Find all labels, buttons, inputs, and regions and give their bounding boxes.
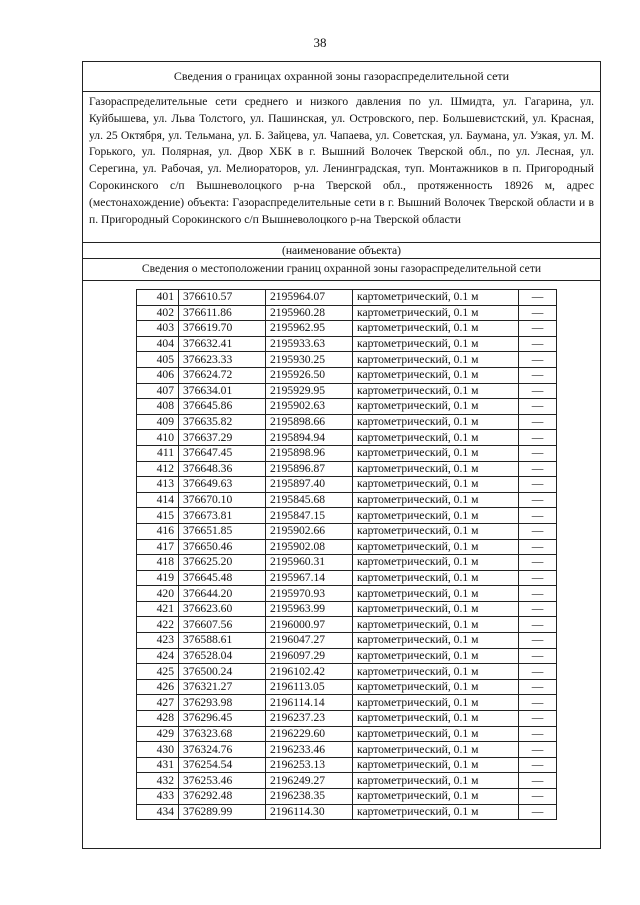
x-coordinate-cell: 376645.48 [179,570,266,586]
table-row [137,570,557,586]
method-cell: картометрический, 0.1 м [353,570,519,586]
note-cell: — [519,695,557,711]
y-coordinate-cell: 2195960.28 [266,305,353,321]
point-number-cell: 406 [137,367,179,383]
y-coordinate-cell: 2195960.31 [266,555,353,571]
y-coordinate-cell: 2195926.50 [266,367,353,383]
note-cell: — [519,336,557,352]
method-cell: картометрический, 0.1 м [353,555,519,571]
x-coordinate-cell: 376528.04 [179,648,266,664]
point-number-cell: 432 [137,773,179,789]
x-coordinate-cell: 376292.48 [179,789,266,805]
y-coordinate-cell: 2195929.95 [266,383,353,399]
x-coordinate-cell: 376644.20 [179,586,266,602]
method-cell: картометрический, 0.1 м [353,352,519,368]
note-cell: — [519,726,557,742]
method-cell: картометрический, 0.1 м [353,305,519,321]
method-cell: картометрический, 0.1 м [353,508,519,524]
x-coordinate-cell: 376321.27 [179,679,266,695]
x-coordinate-cell: 376632.41 [179,336,266,352]
point-number-cell: 420 [137,586,179,602]
object-description: Газораспределительные сети среднего и низкого давления по ул. Шмидта, ул. Гагарина, ул. Куйбышева, ул. Льва Толстого, ул. Пашинская, ул. Островского, пер. Большевистский, ул. Красная, ул. 25 Октября, ул. Тельмана, ул. Б. Зайцева, ул. Чапаева, ул. Советская, ул. Баумана, ул. Узкая, ул. М. Горького, ул. Полярная, ул. Двор ХБК в г. Вышний Волочек Тверской обл., по ул. Лесная, ул. Серегина, ул. Рабочая, ул. Мелиораторов, ул. Ленинградская, туп. Монтажников в п. Пригородный Сорокинского с/п Вышневолоцкого р-на Тверской обл., протяженность 18926 м, адрес (местонахождение) объекта: Газораспределительные сети в г. Вышний Волочек Тверской области и в п. Пригородный Сорокинского с/п Вышневолоцкого р-на Тверской области [89,95,594,226]
y-coordinate-cell: 2195962.95 [266,321,353,337]
point-number-cell: 426 [137,679,179,695]
point-number-cell: 412 [137,461,179,477]
x-coordinate-cell: 376624.72 [179,367,266,383]
method-cell: картометрический, 0.1 м [353,711,519,727]
point-number-cell: 415 [137,508,179,524]
x-coordinate-cell: 376650.46 [179,539,266,555]
point-number-cell: 421 [137,601,179,617]
note-cell: — [519,555,557,571]
point-number-cell: 422 [137,617,179,633]
y-coordinate-cell: 2195902.08 [266,539,353,555]
note-cell: — [519,352,557,368]
method-cell: картометрический, 0.1 м [353,773,519,789]
table-row [137,477,557,493]
y-coordinate-cell: 2195963.99 [266,601,353,617]
table-row [137,367,557,383]
y-coordinate-cell: 2196047.27 [266,633,353,649]
x-coordinate-cell: 376635.82 [179,414,266,430]
y-coordinate-cell: 2195845.68 [266,492,353,508]
note-cell: — [519,679,557,695]
table-row [137,757,557,773]
point-number-cell: 427 [137,695,179,711]
point-number-cell: 408 [137,399,179,415]
x-coordinate-cell: 376324.76 [179,742,266,758]
note-cell: — [519,290,557,306]
table-row [137,555,557,571]
method-cell: картометрический, 0.1 м [353,586,519,602]
x-coordinate-cell: 376619.70 [179,321,266,337]
y-coordinate-cell: 2195902.66 [266,523,353,539]
x-coordinate-cell: 376645.86 [179,399,266,415]
method-cell: картометрический, 0.1 м [353,367,519,383]
point-number-cell: 429 [137,726,179,742]
boundary-info-frame [82,61,601,849]
note-cell: — [519,445,557,461]
x-coordinate-cell: 376293.98 [179,695,266,711]
table-row [137,383,557,399]
y-coordinate-cell: 2196113.05 [266,679,353,695]
method-cell: картометрический, 0.1 м [353,804,519,820]
x-coordinate-cell: 376611.86 [179,305,266,321]
method-cell: картометрический, 0.1 м [353,383,519,399]
y-coordinate-cell: 2195964.07 [266,290,353,306]
method-cell: картометрический, 0.1 м [353,336,519,352]
x-coordinate-cell: 376610.57 [179,290,266,306]
point-number-cell: 404 [137,336,179,352]
method-cell: картометрический, 0.1 м [353,523,519,539]
y-coordinate-cell: 2195898.96 [266,445,353,461]
note-cell: — [519,804,557,820]
y-coordinate-cell: 2196233.46 [266,742,353,758]
point-number-cell: 423 [137,633,179,649]
table-row [137,461,557,477]
note-cell: — [519,742,557,758]
point-number-cell: 405 [137,352,179,368]
note-cell: — [519,539,557,555]
y-coordinate-cell: 2196097.29 [266,648,353,664]
table-row [137,539,557,555]
method-cell: картометрический, 0.1 м [353,633,519,649]
note-cell: — [519,305,557,321]
x-coordinate-cell: 376673.81 [179,508,266,524]
point-number-cell: 433 [137,789,179,805]
table-row [137,305,557,321]
y-coordinate-cell: 2196249.27 [266,773,353,789]
y-coordinate-cell: 2195894.94 [266,430,353,446]
point-number-cell: 431 [137,757,179,773]
x-coordinate-cell: 376648.36 [179,461,266,477]
point-number-cell: 416 [137,523,179,539]
point-number-cell: 409 [137,414,179,430]
y-coordinate-cell: 2196238.35 [266,789,353,805]
note-cell: — [519,633,557,649]
point-number-cell: 402 [137,305,179,321]
section-title: Сведения о границах охранной зоны газораспределительной сети [83,62,600,92]
note-cell: — [519,321,557,337]
point-number-cell: 403 [137,321,179,337]
coordinates-table [136,289,557,820]
x-coordinate-cell: 376623.33 [179,352,266,368]
note-cell: — [519,492,557,508]
method-cell: картометрический, 0.1 м [353,461,519,477]
table-row [137,508,557,524]
table-row [137,290,557,306]
table-row [137,445,557,461]
x-coordinate-cell: 376296.45 [179,711,266,727]
table-row [137,742,557,758]
point-number-cell: 424 [137,648,179,664]
method-cell: картометрический, 0.1 м [353,617,519,633]
table-row [137,679,557,695]
method-cell: картометрический, 0.1 м [353,664,519,680]
table-row [137,601,557,617]
note-cell: — [519,399,557,415]
y-coordinate-cell: 2195902.63 [266,399,353,415]
x-coordinate-cell: 376625.20 [179,555,266,571]
table-row [137,586,557,602]
point-number-cell: 430 [137,742,179,758]
table-row [137,321,557,337]
note-cell: — [519,711,557,727]
note-cell: — [519,586,557,602]
x-coordinate-cell: 376649.63 [179,477,266,493]
table-row [137,492,557,508]
x-coordinate-cell: 376607.56 [179,617,266,633]
table-row [137,336,557,352]
method-cell: картометрический, 0.1 м [353,477,519,493]
note-cell: — [519,523,557,539]
point-number-cell: 401 [137,290,179,306]
note-cell: — [519,789,557,805]
method-cell: картометрический, 0.1 м [353,414,519,430]
y-coordinate-cell: 2196114.14 [266,695,353,711]
y-coordinate-cell: 2196229.60 [266,726,353,742]
x-coordinate-cell: 376651.85 [179,523,266,539]
point-number-cell: 418 [137,555,179,571]
x-coordinate-cell: 376634.01 [179,383,266,399]
method-cell: картометрический, 0.1 м [353,679,519,695]
note-cell: — [519,383,557,399]
note-cell: — [519,664,557,680]
point-number-cell: 410 [137,430,179,446]
method-cell: картометрический, 0.1 м [353,742,519,758]
note-cell: — [519,601,557,617]
note-cell: — [519,773,557,789]
table-row [137,711,557,727]
table-row [137,726,557,742]
page-number: 38 [313,35,327,50]
method-cell: картометрический, 0.1 м [353,648,519,664]
note-cell: — [519,757,557,773]
y-coordinate-cell: 2195896.87 [266,461,353,477]
table-row [137,430,557,446]
table-row [137,617,557,633]
method-cell: картометрический, 0.1 м [353,539,519,555]
x-coordinate-cell: 376637.29 [179,430,266,446]
method-cell: картометрический, 0.1 м [353,492,519,508]
x-coordinate-cell: 376254.54 [179,757,266,773]
point-number-cell: 407 [137,383,179,399]
y-coordinate-cell: 2195847.15 [266,508,353,524]
x-coordinate-cell: 376647.45 [179,445,266,461]
x-coordinate-cell: 376289.99 [179,804,266,820]
table-row [137,633,557,649]
method-cell: картометрический, 0.1 м [353,445,519,461]
object-caption: (наименование объекта) [83,242,600,259]
point-number-cell: 434 [137,804,179,820]
table-row [137,414,557,430]
method-cell: картометрический, 0.1 м [353,757,519,773]
note-cell: — [519,617,557,633]
note-cell: — [519,461,557,477]
method-cell: картометрический, 0.1 м [353,726,519,742]
x-coordinate-cell: 376500.24 [179,664,266,680]
x-coordinate-cell: 376253.46 [179,773,266,789]
x-coordinate-cell: 376588.61 [179,633,266,649]
note-cell: — [519,570,557,586]
method-cell: картометрический, 0.1 м [353,789,519,805]
table-row [137,399,557,415]
x-coordinate-cell: 376323.68 [179,726,266,742]
y-coordinate-cell: 2196237.23 [266,711,353,727]
table-row [137,695,557,711]
point-number-cell: 417 [137,539,179,555]
note-cell: — [519,414,557,430]
note-cell: — [519,508,557,524]
table-row [137,773,557,789]
point-number-cell: 414 [137,492,179,508]
x-coordinate-cell: 376670.10 [179,492,266,508]
point-number-cell: 428 [137,711,179,727]
table-row [137,664,557,680]
note-cell: — [519,430,557,446]
note-cell: — [519,367,557,383]
point-number-cell: 411 [137,445,179,461]
note-cell: — [519,648,557,664]
method-cell: картометрический, 0.1 м [353,430,519,446]
note-cell: — [519,477,557,493]
y-coordinate-cell: 2195967.14 [266,570,353,586]
y-coordinate-cell: 2196000.97 [266,617,353,633]
method-cell: картометрический, 0.1 м [353,321,519,337]
point-number-cell: 419 [137,570,179,586]
point-number-cell: 413 [137,477,179,493]
method-cell: картометрический, 0.1 м [353,399,519,415]
y-coordinate-cell: 2195930.25 [266,352,353,368]
table-row [137,523,557,539]
table-row [137,789,557,805]
y-coordinate-cell: 2195897.40 [266,477,353,493]
table-row [137,804,557,820]
point-number-cell: 425 [137,664,179,680]
y-coordinate-cell: 2196114.30 [266,804,353,820]
method-cell: картометрический, 0.1 м [353,290,519,306]
table-row [137,352,557,368]
coordinates-table-body [137,290,557,820]
y-coordinate-cell: 2195970.93 [266,586,353,602]
method-cell: картометрический, 0.1 м [353,695,519,711]
location-section-title: Сведения о местоположении границ охранной зоны газораспределительной сети [83,259,600,281]
y-coordinate-cell: 2195933.63 [266,336,353,352]
x-coordinate-cell: 376623.60 [179,601,266,617]
y-coordinate-cell: 2196102.42 [266,664,353,680]
y-coordinate-cell: 2196253.13 [266,757,353,773]
y-coordinate-cell: 2195898.66 [266,414,353,430]
table-row [137,648,557,664]
method-cell: картометрический, 0.1 м [353,601,519,617]
